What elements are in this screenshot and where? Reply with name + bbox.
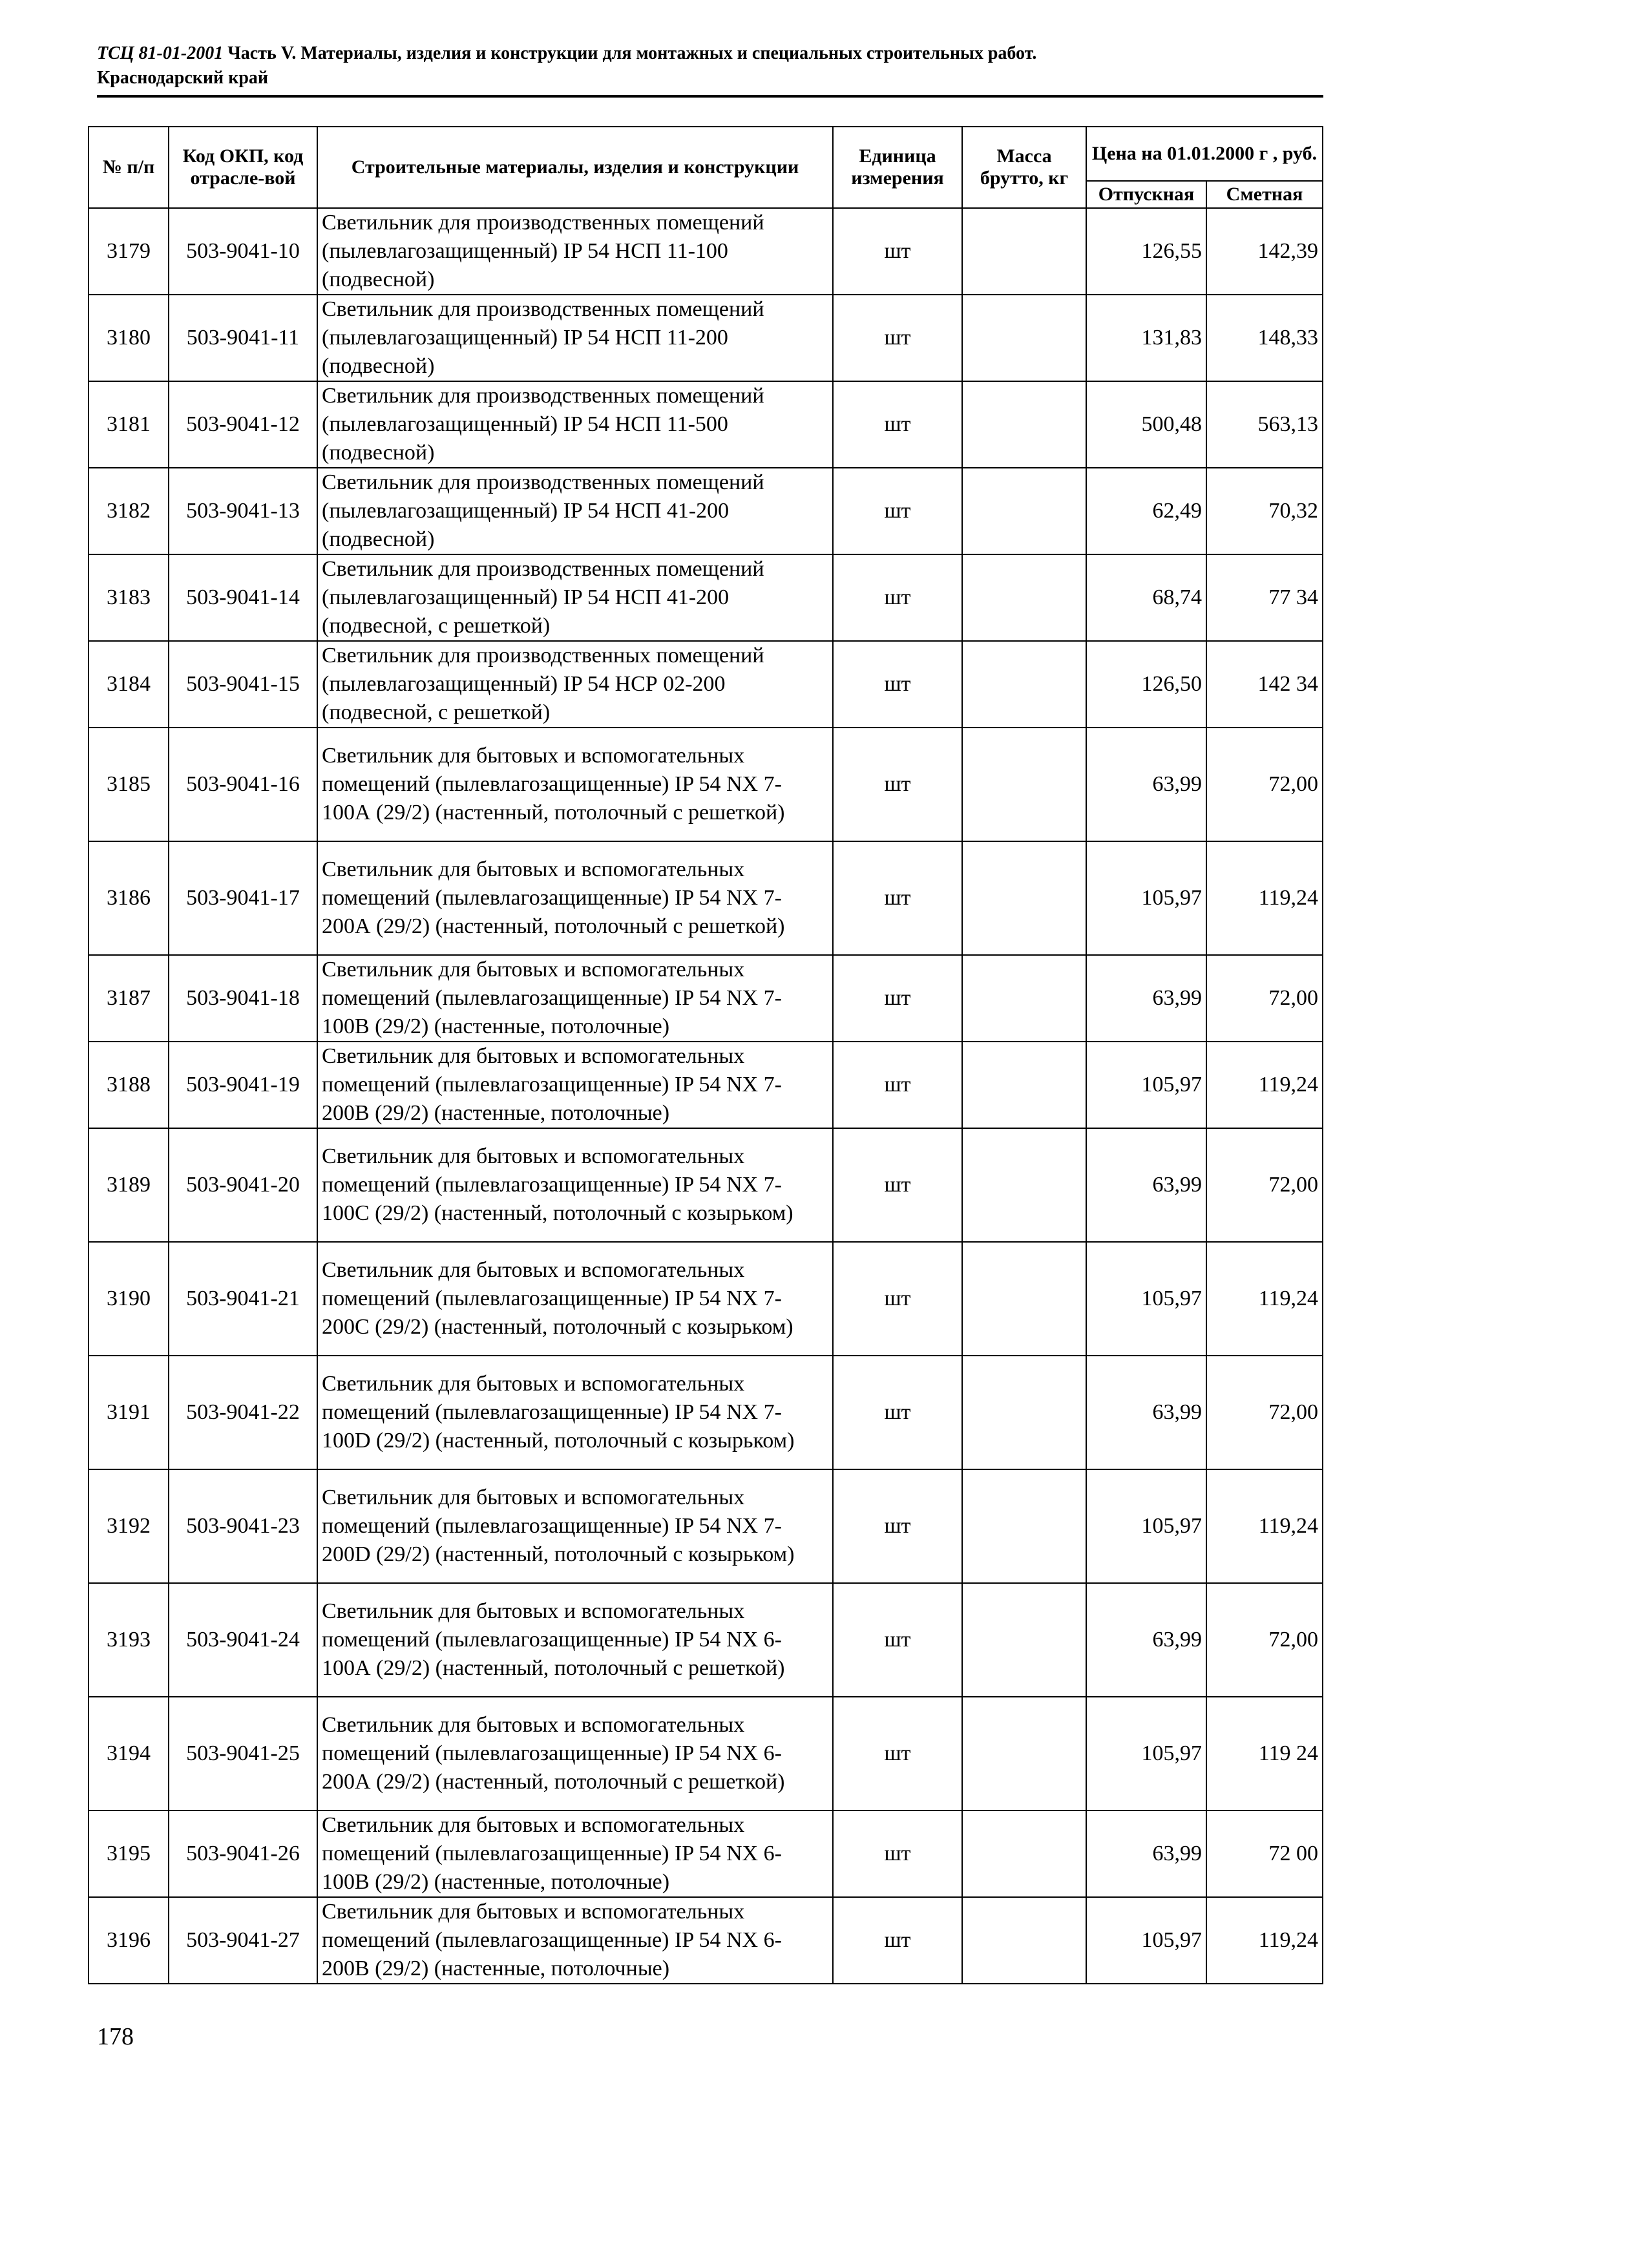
row-price-release: 63,99 xyxy=(1086,1811,1206,1897)
row-unit: шт xyxy=(833,1697,962,1811)
row-price-release: 105,97 xyxy=(1086,1897,1206,1984)
row-number: 3192 xyxy=(89,1469,169,1583)
row-number: 3190 xyxy=(89,1242,169,1356)
row-unit: шт xyxy=(833,1469,962,1583)
table-body xyxy=(89,208,1323,1984)
row-description: Светильник для производственных помещений (пылевлагозащищенный) IP 54 НСП 41-200 (подвесной) xyxy=(317,468,833,554)
row-description: Светильник для производственных помещений (пылевлагозащищенный) IP 54 НСР 02-200 (подвесной, с решеткой) xyxy=(317,641,833,728)
row-number: 3181 xyxy=(89,381,169,468)
row-price-release: 63,99 xyxy=(1086,1583,1206,1697)
row-price-estimate: 77 34 xyxy=(1206,554,1323,641)
price-table xyxy=(88,126,1323,1984)
row-number: 3187 xyxy=(89,955,169,1042)
header-divider xyxy=(97,95,1323,98)
row-okp-code: 503-9041-10 xyxy=(169,208,317,295)
row-price-estimate: 119,24 xyxy=(1206,1897,1323,1984)
row-mass xyxy=(962,1042,1086,1128)
row-unit: шт xyxy=(833,641,962,728)
row-price-estimate: 72,00 xyxy=(1206,1128,1323,1242)
row-mass xyxy=(962,1242,1086,1356)
row-price-release: 500,48 xyxy=(1086,381,1206,468)
row-mass xyxy=(962,1897,1086,1984)
header-okp-code: Код ОКП, код отрасле-вой xyxy=(169,127,317,208)
row-unit: шт xyxy=(833,728,962,841)
row-price-release: 126,50 xyxy=(1086,641,1206,728)
row-okp-code: 503-9041-11 xyxy=(169,295,317,381)
row-mass xyxy=(962,295,1086,381)
table-row xyxy=(89,955,1323,1042)
row-okp-code: 503-9041-16 xyxy=(169,728,317,841)
row-number: 3193 xyxy=(89,1583,169,1697)
row-description: Светильник для бытовых и вспомогательных помещений (пылевлагозащищенные) IP 54 NX 6-100А (29/2) (настенный, потолочный с решеткой) xyxy=(317,1583,833,1697)
row-price-estimate: 72,00 xyxy=(1206,1356,1323,1469)
table-row xyxy=(89,208,1323,295)
row-description: Светильник для производственных помещений (пылевлагозащищенный) IP 54 НСП 41-200 (подвесной, с решеткой) xyxy=(317,554,833,641)
row-price-release: 105,97 xyxy=(1086,841,1206,955)
row-number: 3186 xyxy=(89,841,169,955)
page-header xyxy=(97,41,1325,90)
row-mass xyxy=(962,728,1086,841)
row-number: 3184 xyxy=(89,641,169,728)
region-name: Краснодарский край xyxy=(97,68,269,88)
row-okp-code: 503-9041-24 xyxy=(169,1583,317,1697)
row-price-release: 63,99 xyxy=(1086,955,1206,1042)
row-price-estimate: 72 00 xyxy=(1206,1811,1323,1897)
row-unit: шт xyxy=(833,208,962,295)
row-number: 3180 xyxy=(89,295,169,381)
row-number: 3189 xyxy=(89,1128,169,1242)
table-row xyxy=(89,381,1323,468)
row-okp-code: 503-9041-19 xyxy=(169,1042,317,1128)
row-price-estimate: 119,24 xyxy=(1206,841,1323,955)
row-number: 3188 xyxy=(89,1042,169,1128)
table-row xyxy=(89,1811,1323,1897)
header-mass: Масса брутто, кг xyxy=(962,127,1086,208)
table-row xyxy=(89,1042,1323,1128)
row-description: Светильник для бытовых и вспомогательных помещений (пылевлагозащищенные) IP 54 NX 7-100С (29/2) (настенный, потолочный с козырьком) xyxy=(317,1128,833,1242)
row-unit: шт xyxy=(833,955,962,1042)
row-unit: шт xyxy=(833,1128,962,1242)
header-material-name: Строительные материалы, изделия и конструкции xyxy=(317,127,833,208)
row-price-release: 105,97 xyxy=(1086,1042,1206,1128)
row-okp-code: 503-9041-22 xyxy=(169,1356,317,1469)
row-unit: шт xyxy=(833,381,962,468)
row-number: 3195 xyxy=(89,1811,169,1897)
row-mass xyxy=(962,955,1086,1042)
row-price-release: 126,55 xyxy=(1086,208,1206,295)
row-price-estimate: 119,24 xyxy=(1206,1242,1323,1356)
row-description: Светильник для бытовых и вспомогательных помещений (пылевлагозащищенные) IP 54 NX 7-100В (29/2) (настенные, потолочные) xyxy=(317,955,833,1042)
row-number: 3191 xyxy=(89,1356,169,1469)
row-description: Светильник для бытовых и вспомогательных помещений (пылевлагозащищенные) IP 54 NX 7-200А (29/2) (настенный, потолочный с решеткой) xyxy=(317,841,833,955)
row-mass xyxy=(962,208,1086,295)
row-price-estimate: 72,00 xyxy=(1206,955,1323,1042)
row-unit: шт xyxy=(833,1811,962,1897)
row-okp-code: 503-9041-12 xyxy=(169,381,317,468)
row-okp-code: 503-9041-23 xyxy=(169,1469,317,1583)
table-row xyxy=(89,1356,1323,1469)
row-okp-code: 503-9041-18 xyxy=(169,955,317,1042)
row-mass xyxy=(962,1128,1086,1242)
row-okp-code: 503-9041-17 xyxy=(169,841,317,955)
row-price-release: 62,49 xyxy=(1086,468,1206,554)
row-price-release: 63,99 xyxy=(1086,1128,1206,1242)
table-row xyxy=(89,1583,1323,1697)
row-description: Светильник для производственных помещений (пылевлагозащищенный) IP 54 НСП 11-200 (подвесной) xyxy=(317,295,833,381)
table-row xyxy=(89,1242,1323,1356)
document-code: ТСЦ 81-01-2001 xyxy=(97,43,224,63)
row-price-release: 105,97 xyxy=(1086,1242,1206,1356)
row-price-release: 63,99 xyxy=(1086,728,1206,841)
row-okp-code: 503-9041-20 xyxy=(169,1128,317,1242)
table-row xyxy=(89,1128,1323,1242)
row-unit: шт xyxy=(833,295,962,381)
row-okp-code: 503-9041-14 xyxy=(169,554,317,641)
row-price-release: 68,74 xyxy=(1086,554,1206,641)
row-mass xyxy=(962,554,1086,641)
header-unit: Единица измерения xyxy=(833,127,962,208)
row-okp-code: 503-9041-21 xyxy=(169,1242,317,1356)
header-title-line xyxy=(97,41,1325,66)
table-row xyxy=(89,554,1323,641)
row-okp-code: 503-9041-26 xyxy=(169,1811,317,1897)
row-price-estimate: 119,24 xyxy=(1206,1469,1323,1583)
row-description: Светильник для бытовых и вспомогательных помещений (пылевлагозащищенные) IP 54 NX 6-200А (29/2) (настенный, потолочный с решеткой) xyxy=(317,1697,833,1811)
header-num: № п/п xyxy=(89,127,169,208)
row-number: 3194 xyxy=(89,1697,169,1811)
row-okp-code: 503-9041-27 xyxy=(169,1897,317,1984)
row-unit: шт xyxy=(833,1242,962,1356)
row-unit: шт xyxy=(833,1042,962,1128)
row-price-estimate: 72,00 xyxy=(1206,728,1323,841)
row-okp-code: 503-9041-25 xyxy=(169,1697,317,1811)
row-mass xyxy=(962,841,1086,955)
row-number: 3196 xyxy=(89,1897,169,1984)
row-unit: шт xyxy=(833,1583,962,1697)
row-mass xyxy=(962,1697,1086,1811)
row-description: Светильник для бытовых и вспомогательных помещений (пылевлагозащищенные) IP 54 NX 7-100D (29/2) (настенный, потолочный с козырьком) xyxy=(317,1356,833,1469)
row-description: Светильник для бытовых и вспомогательных помещений (пылевлагозащищенные) IP 54 NX 7-100А (29/2) (настенный, потолочный с решеткой) xyxy=(317,728,833,841)
row-mass xyxy=(962,1356,1086,1469)
row-mass xyxy=(962,1811,1086,1897)
row-description: Светильник для бытовых и вспомогательных помещений (пылевлагозащищенные) IP 54 NX 6-100В (29/2) (настенные, потолочные) xyxy=(317,1811,833,1897)
header-price: Цена на 01.01.2000 г , руб. xyxy=(1086,127,1323,181)
row-price-release: 105,97 xyxy=(1086,1469,1206,1583)
row-unit: шт xyxy=(833,1897,962,1984)
row-description: Светильник для бытовых и вспомогательных помещений (пылевлагозащищенные) IP 54 NX 7-200С (29/2) (настенный, потолочный с козырьком) xyxy=(317,1242,833,1356)
row-price-estimate: 148,33 xyxy=(1206,295,1323,381)
row-mass xyxy=(962,1583,1086,1697)
table-row xyxy=(89,841,1323,955)
row-unit: шт xyxy=(833,468,962,554)
row-price-estimate: 119,24 xyxy=(1206,1042,1323,1128)
row-price-estimate: 119 24 xyxy=(1206,1697,1323,1811)
row-mass xyxy=(962,468,1086,554)
table-row xyxy=(89,1897,1323,1984)
row-mass xyxy=(962,641,1086,728)
row-price-estimate: 142 34 xyxy=(1206,641,1323,728)
row-okp-code: 503-9041-15 xyxy=(169,641,317,728)
row-unit: шт xyxy=(833,1356,962,1469)
table-row xyxy=(89,1469,1323,1583)
table-row xyxy=(89,295,1323,381)
row-mass xyxy=(962,381,1086,468)
table-row xyxy=(89,1697,1323,1811)
row-description: Светильник для производственных помещений (пылевлагозащищенный) IP 54 НСП 11-500 (подвесной) xyxy=(317,381,833,468)
row-price-estimate: 72,00 xyxy=(1206,1583,1323,1697)
row-description: Светильник для производственных помещений (пылевлагозащищенный) IP 54 НСП 11-100 (подвесной) xyxy=(317,208,833,295)
header-price-release: Отпускная xyxy=(1086,181,1206,208)
row-description: Светильник для бытовых и вспомогательных помещений (пылевлагозащищенные) IP 54 NX 7-200В (29/2) (настенные, потолочные) xyxy=(317,1042,833,1128)
row-price-estimate: 70,32 xyxy=(1206,468,1323,554)
row-number: 3182 xyxy=(89,468,169,554)
row-number: 3183 xyxy=(89,554,169,641)
row-okp-code: 503-9041-13 xyxy=(169,468,317,554)
row-unit: шт xyxy=(833,841,962,955)
row-number: 3179 xyxy=(89,208,169,295)
row-description: Светильник для бытовых и вспомогательных помещений (пылевлагозащищенные) IP 54 NX 7-200D (29/2) (настенный, потолочный с козырьком) xyxy=(317,1469,833,1583)
row-price-estimate: 563,13 xyxy=(1206,381,1323,468)
table-row xyxy=(89,728,1323,841)
row-mass xyxy=(962,1469,1086,1583)
document-title: Часть V. Материалы, изделия и конструкции для монтажных и специальных строительных работ. xyxy=(227,43,1037,63)
row-number: 3185 xyxy=(89,728,169,841)
row-price-release: 105,97 xyxy=(1086,1697,1206,1811)
row-unit: шт xyxy=(833,554,962,641)
page-number: 178 xyxy=(97,2023,134,2050)
row-price-release: 131,83 xyxy=(1086,295,1206,381)
header-price-estimate: Сметная xyxy=(1206,181,1323,208)
row-description: Светильник для бытовых и вспомогательных помещений (пылевлагозащищенные) IP 54 NX 6-200В (29/2) (настенные, потолочные) xyxy=(317,1897,833,1984)
table-row xyxy=(89,468,1323,554)
table-row xyxy=(89,641,1323,728)
row-price-release: 63,99 xyxy=(1086,1356,1206,1469)
row-price-estimate: 142,39 xyxy=(1206,208,1323,295)
